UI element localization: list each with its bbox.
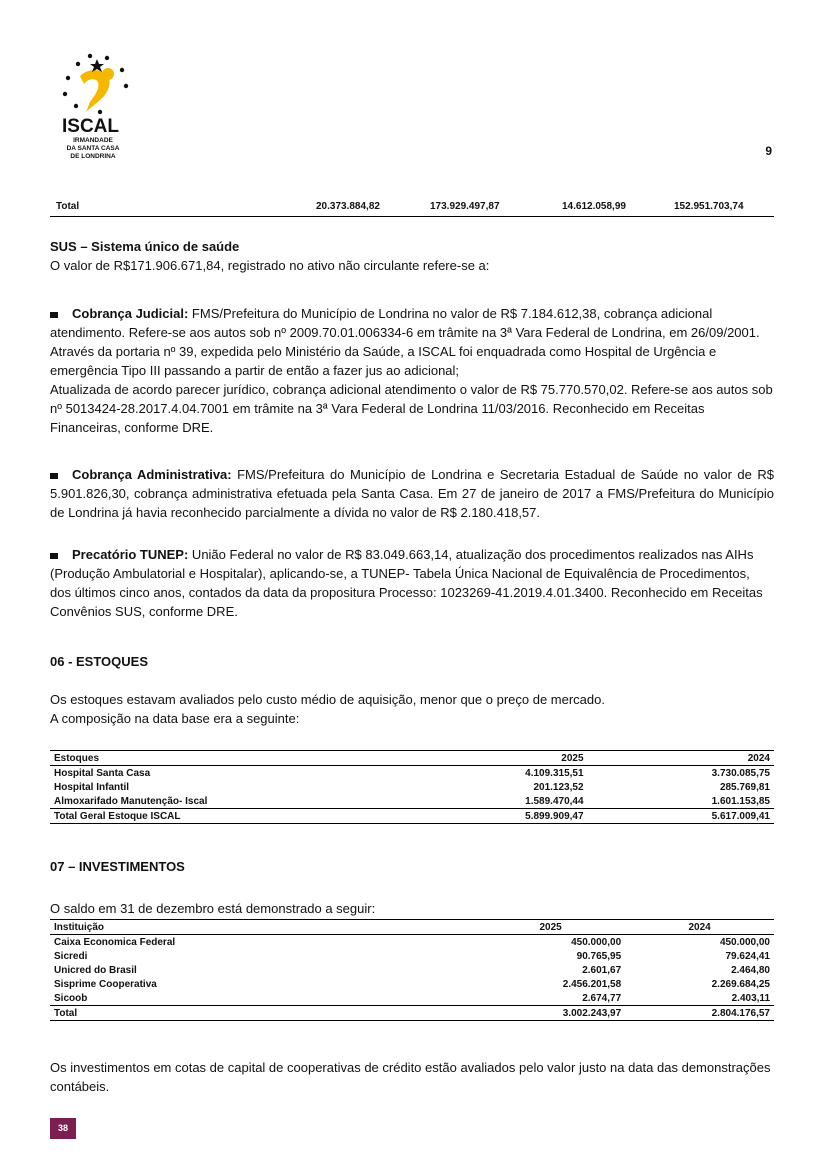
judicial-label: Cobrança Judicial: (72, 306, 189, 321)
total-value: 14.612.058,99 (562, 201, 626, 212)
table-cell: Hospital Santa Casa (54, 767, 151, 779)
sus-judicial (50, 304, 774, 437)
estoques-intro-2: A composição na data base era a seguinte: (50, 711, 300, 726)
table-cell: Sicoob (54, 992, 88, 1004)
investimentos-title: 07 – INVESTIMENTOS (50, 859, 185, 874)
table-row (50, 935, 774, 950)
table-cell: 1.601.153,85 (711, 795, 770, 807)
table-cell: 201.123,52 (533, 781, 584, 793)
estoques-heading (50, 652, 774, 671)
table-header-cell: Estoques (54, 752, 100, 764)
estoques-intro-1: Os estoques estavam avaliados pelo custo médio de aquisição, menor que o preço de mercado. (50, 692, 605, 707)
bullet-icon (50, 312, 58, 318)
sus-section (50, 237, 774, 275)
table-cell: 450.000,00 (719, 936, 770, 948)
sus-title: SUS – Sistema único de saúde (50, 239, 240, 254)
logo-subtitle (58, 137, 128, 161)
bullet-icon (50, 473, 58, 479)
table-cell: 79.624,41 (725, 950, 770, 962)
sus-intro: O valor de R$171.906.671,84, registrado no ativo não circulante refere-se a: (50, 258, 490, 273)
logo-sub-line: DA SANTA CASA (66, 145, 120, 152)
total-value: 20.373.884,82 (316, 201, 380, 212)
logo-emblem-icon (50, 50, 150, 120)
table-cell: Hospital Infantil (54, 781, 129, 793)
estoques-table (50, 750, 774, 824)
bullet-icon (50, 553, 58, 559)
table-cell: 2.674,77 (582, 992, 622, 1004)
investimentos-intro-text: O saldo em 31 de dezembro está demonstrado a seguir: (50, 901, 376, 916)
tunep-text: União Federal no valor de R$ 83.049.663,14, atualização dos procedimentos realizados nas AIHs (Produção Ambulatorial e Hospitalar), aplicando-se, a TUNEP- Tabela Única Nacional de Equivalência de Procedimentos, dos últimos cinco anos, contados da data da propositura Processo: 1023269-41.2019.4.01.3400. Reconhecido em Receitas Convênios SUS, conforme DRE. (50, 547, 763, 619)
table-row (50, 991, 774, 1006)
total-label: Total (56, 201, 80, 212)
table-cell: Almoxarifado Manutenção- Iscal (54, 795, 208, 807)
table-cell: Caixa Economica Federal (54, 936, 176, 948)
investimentos-heading (50, 857, 774, 876)
table-cell: Total Geral Estoque ISCAL (54, 810, 181, 822)
table-row (50, 794, 774, 809)
table-cell: 4.109.315,51 (525, 767, 584, 779)
admin-text: FMS/Prefeitura do Município de Londrina e Secretaria Estadual de Saúde no valor de R$ 5.901.826,30, cobrança administrativa efetuada pela Santa Casa. Em 27 de janeiro de 2017 a FMS/Prefeitura do Município de Londrina já havia reconhecido parcialmente a dívida no valor de R$ 2.180.418,57. (50, 467, 774, 520)
table-header-row (50, 920, 774, 935)
investimentos-footer-text: Os investimentos em cotas de capital de cooperativas de crédito estão avaliados pelo valor justo na data das demonstrações contábeis. (50, 1060, 771, 1094)
logo-sub-line: IRMANDADE (73, 137, 113, 144)
table-cell: 2.456.201,58 (562, 978, 622, 990)
table-cell: 3.002.243,97 (562, 1007, 622, 1019)
table-cell: 5.617.009,41 (711, 810, 770, 822)
investimentos-footer (50, 1058, 774, 1096)
table-header-cell: 2024 (747, 752, 770, 764)
table-cell: 5.899.909,47 (525, 810, 584, 822)
table-header-cell: 2024 (688, 921, 711, 933)
investimentos-table (50, 919, 774, 1021)
tunep-label: Precatório TUNEP: (72, 547, 189, 562)
table-cell: 90.765,95 (576, 950, 622, 962)
previous-table-total-row (50, 198, 774, 217)
table-cell: 2.269.684,25 (711, 978, 770, 990)
sus-tunep (50, 545, 774, 621)
estoques-title: 06 - ESTOQUES (50, 654, 149, 669)
table-row (50, 949, 774, 963)
table-cell: 450.000,00 (571, 936, 622, 948)
total-value: 152.951.703,74 (674, 201, 744, 212)
table-header-cell: 2025 (561, 752, 584, 764)
table-cell: 3.730.085,75 (711, 767, 770, 779)
table-row (50, 963, 774, 977)
estoques-intro (50, 690, 774, 728)
table-row (50, 766, 774, 781)
table-cell: Sicredi (54, 950, 88, 962)
judicial-text: FMS/Prefeitura do Município de Londrina no valor de R$ 7.184.612,38, cobrança adicional atendimento. Refere-se aos autos sob nº 2009.70.01.006334-6 em trâmite na 3ª Vara Federal de Londrina, em 26/09/2001. Através da portaria nº 39, expedida pelo Ministério da Saúde, a ISCAL foi enquadrada como Hospital de Urgência e emergência Tipo III passando a partir de então a fazer jus ao adicional; (50, 306, 760, 378)
page-number: 9 (765, 144, 772, 158)
investimentos-intro (50, 899, 774, 918)
table-cell: 2.403,11 (731, 992, 770, 1004)
table-header-cell: 2025 (539, 921, 562, 933)
table-cell: 2.601,67 (582, 964, 622, 976)
table-cell: Total (54, 1007, 78, 1019)
table-row (50, 977, 774, 991)
table-total-row (50, 1006, 774, 1021)
footer-page-badge: 38 (50, 1118, 76, 1139)
iscal-logo (50, 50, 150, 175)
table-row (50, 780, 774, 794)
logo-sub-line: DE LONDRINA (70, 153, 116, 160)
admin-label: Cobrança Administrativa: (72, 467, 232, 482)
table-total-row (50, 809, 774, 824)
table-cell: 2.804.176,57 (711, 1007, 770, 1019)
table-cell: 2.464,80 (731, 964, 770, 976)
total-value: 173.929.497,87 (430, 201, 500, 212)
table-cell: Unicred do Brasil (54, 964, 137, 976)
table-header-cell: Instituição (54, 921, 105, 933)
sus-admin (50, 465, 774, 522)
table-header-row (50, 751, 774, 766)
logo-name: ISCAL (62, 116, 119, 137)
table-cell: 1.589.470,44 (525, 795, 584, 807)
table-cell: Sisprime Cooperativa (54, 978, 157, 990)
atualizada-text: Atualizada de acordo parecer jurídico, cobrança adicional atendimento o valor de R$ 75.770.570,02. Refere-se aos autos sob nº 5013424-28.2017.4.04.7001 em trâmite na 3ª Vara Federal de Londrina 11/03/2016. Reconhecido em Receitas Financeiras, conforme DRE. (50, 382, 773, 435)
table-cell: 285.769,81 (719, 781, 770, 793)
